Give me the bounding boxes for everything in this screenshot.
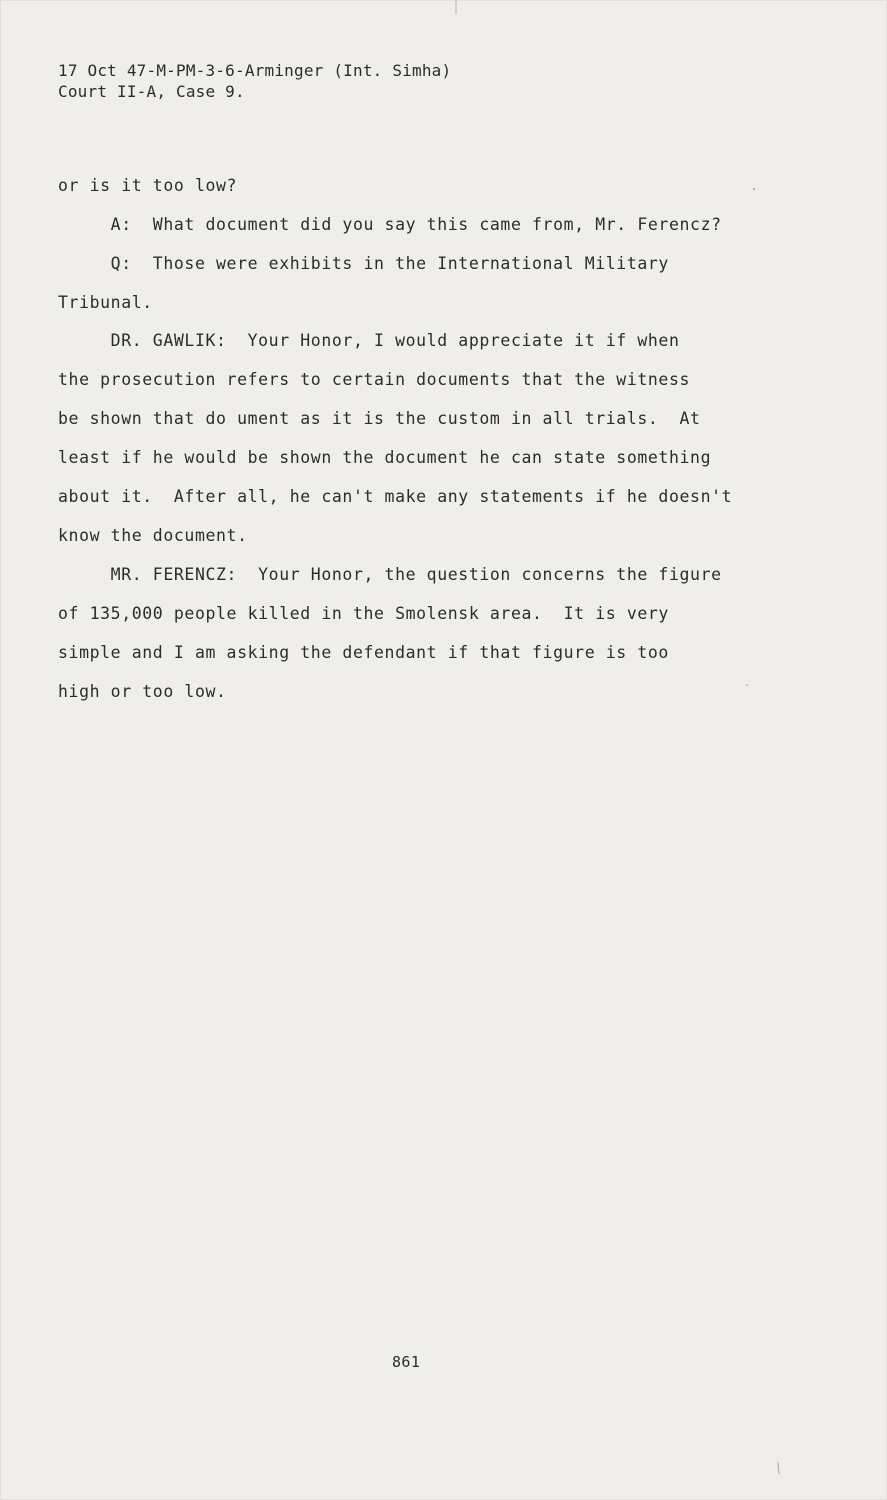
body-line: high or too low.: [58, 682, 227, 701]
body-line: of 135,000 people killed in the Smolensk area. It is very: [58, 604, 669, 623]
body-line: Tribunal.: [58, 293, 153, 312]
body-line: the prosecution refers to certain documents that the witness: [58, 370, 691, 389]
body-line: A: What document did you say this came from, Mr. Ferencz?: [58, 215, 722, 234]
body-line: Q: Those were exhibits in the International Military: [58, 254, 669, 273]
header-session-line: 17 Oct 47-M-PM-3-6-Arminger (Int. Simha): [58, 61, 452, 80]
body-line: DR. GAWLIK: Your Honor, I would appreciate it if when: [58, 331, 680, 350]
transcript-header: [58, 60, 451, 102]
body-line: be shown that do ument as it is the custom in all trials. At: [58, 409, 701, 428]
page-number: 861: [392, 1353, 421, 1371]
body-line: know the document.: [58, 526, 248, 545]
body-line: least if he would be shown the document he can state something: [58, 448, 712, 467]
body-line: or is it too low?: [58, 176, 238, 195]
body-line: simple and I am asking the defendant if that figure is too: [58, 643, 669, 662]
body-line: about it. After all, he can't make any statements if he doesn't: [58, 487, 733, 506]
body-line: MR. FERENCZ: Your Honor, the question concerns the figure: [58, 565, 722, 584]
header-court-line: Court II-A, Case 9.: [58, 82, 245, 101]
